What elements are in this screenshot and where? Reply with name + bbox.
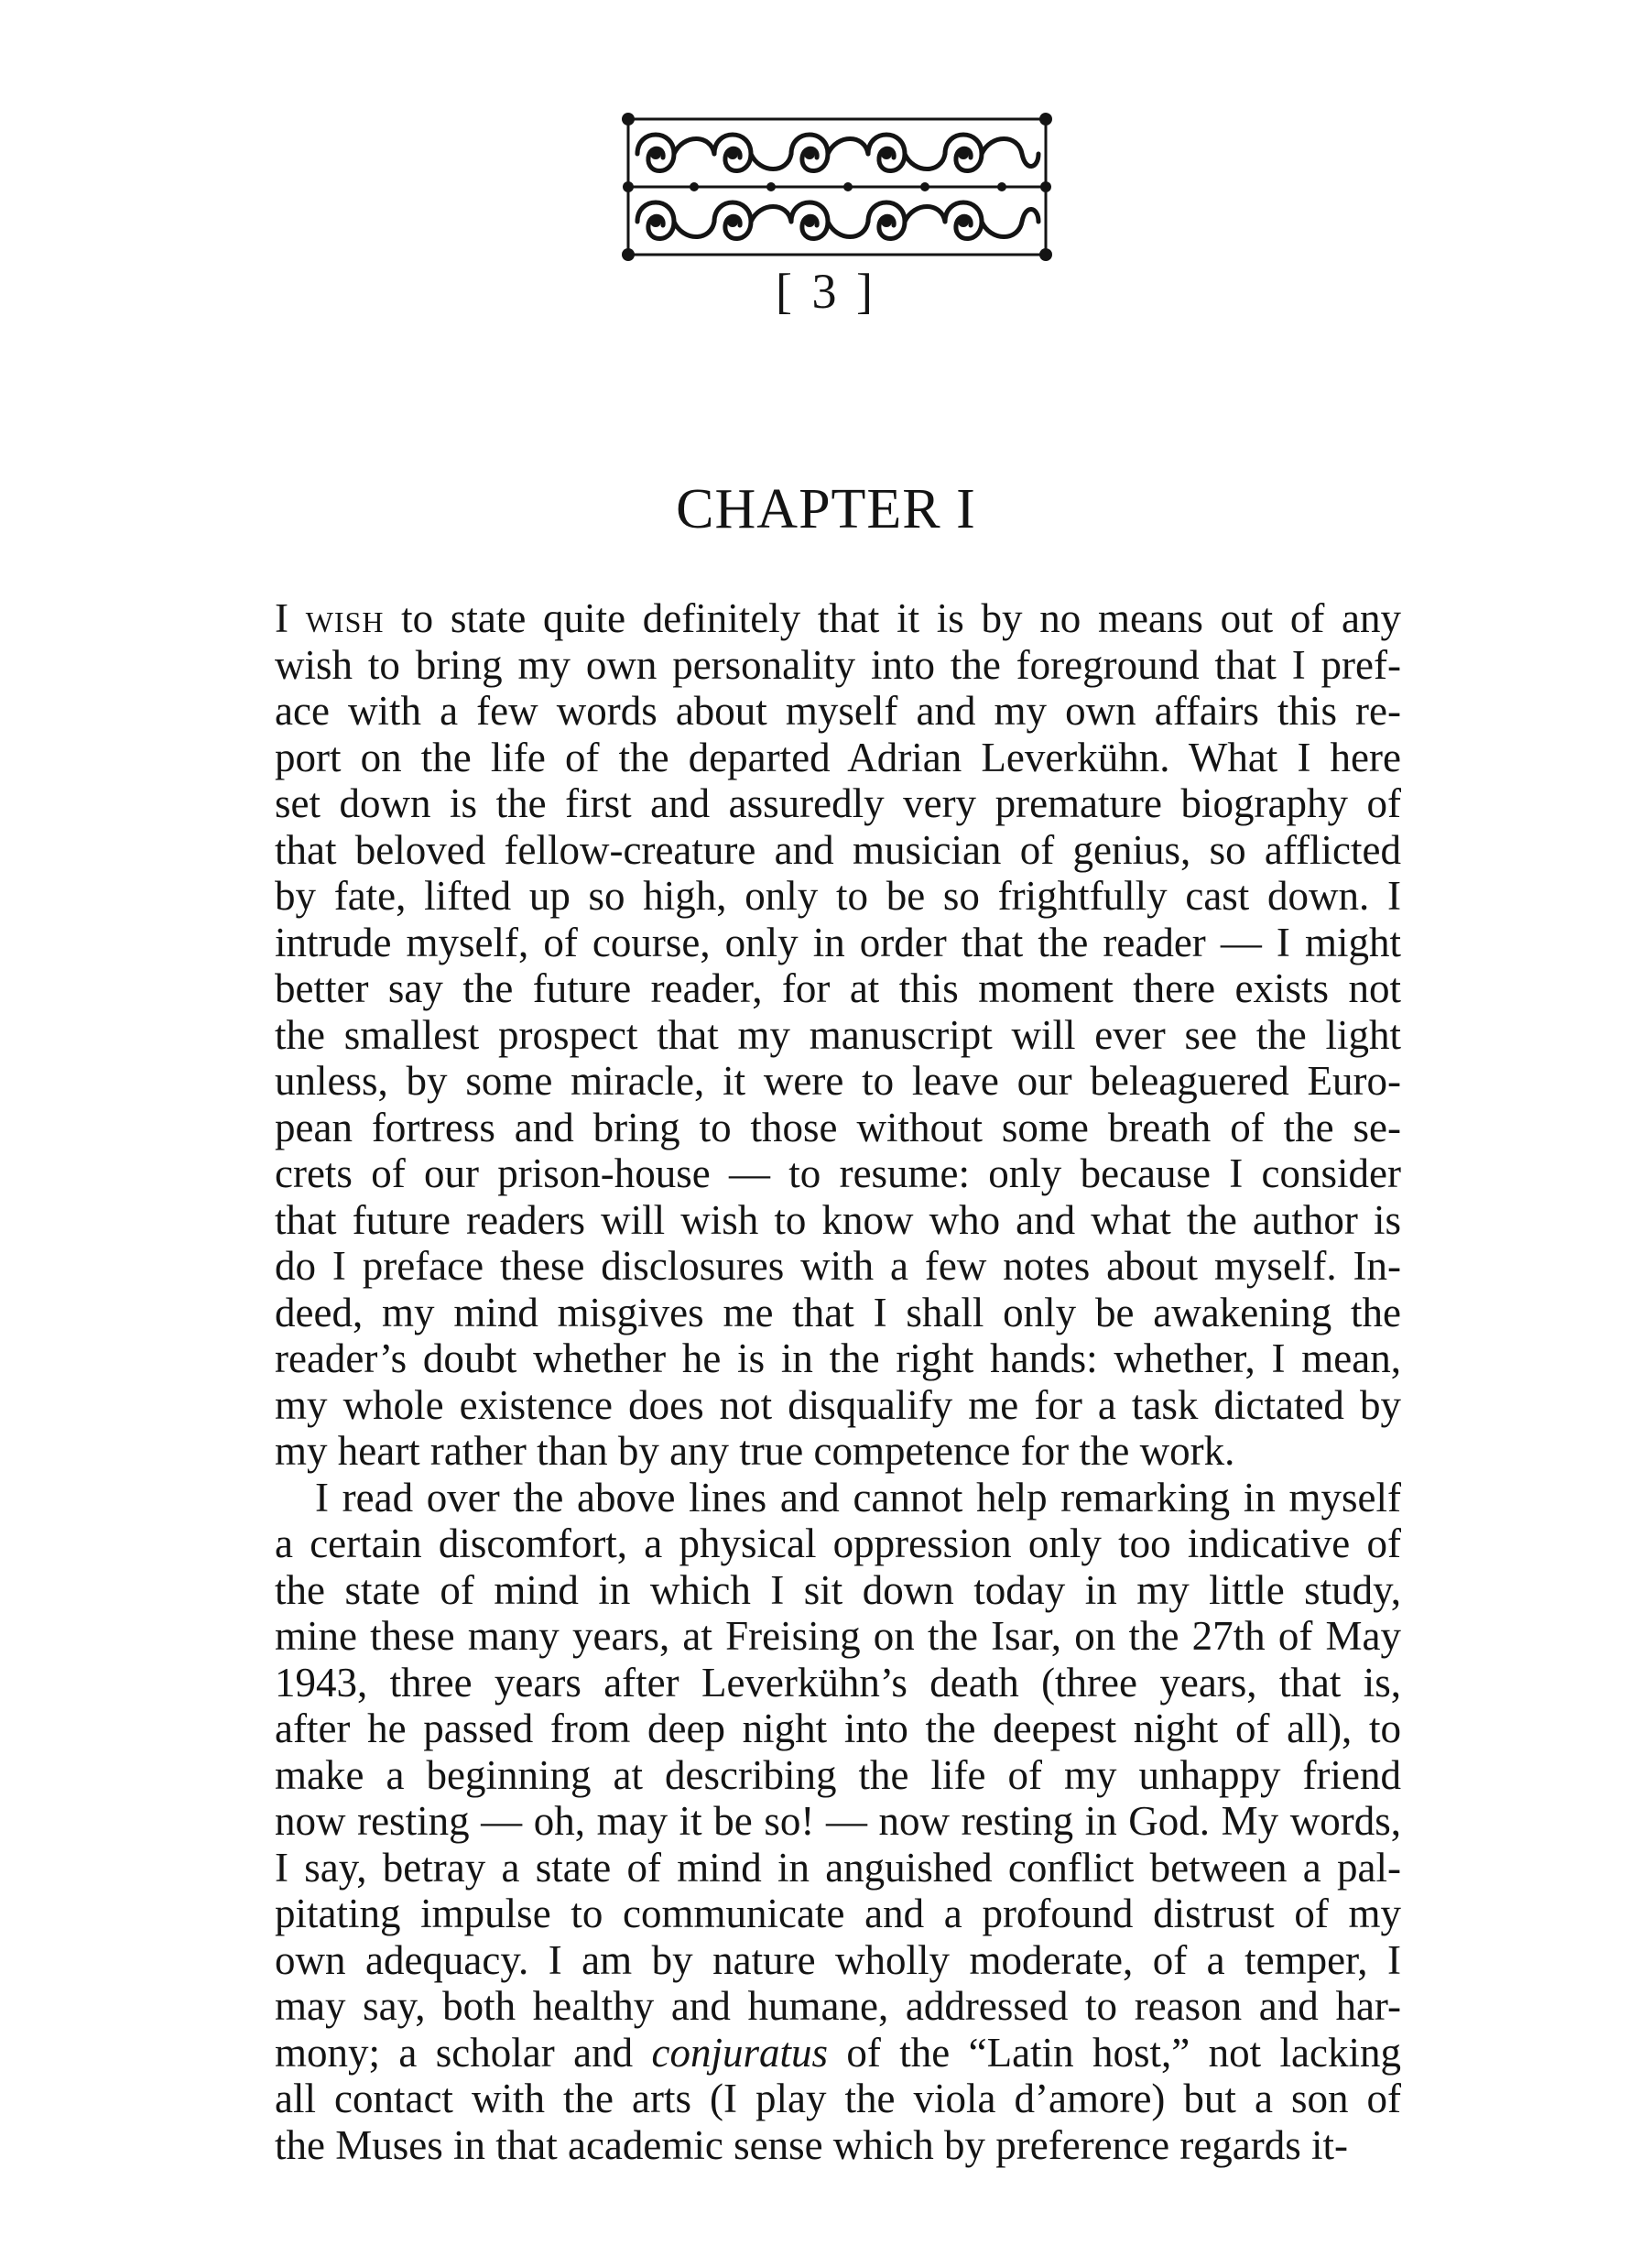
text-line — [275, 1937, 1401, 1984]
text-line — [275, 827, 1401, 874]
text-run: do I preface these disclosures with a few notes about myself. In- — [275, 1243, 1401, 1289]
text-line — [275, 1520, 1401, 1567]
text-line — [275, 1197, 1401, 1244]
text-line — [275, 1845, 1401, 1891]
text-line — [275, 780, 1401, 827]
paragraph — [275, 1475, 1401, 2169]
text-run: intrude myself, of course, only in order that the reader — I might — [275, 919, 1401, 965]
text-run: I read over the above lines and cannot help remarking in myself — [315, 1474, 1401, 1520]
text-line — [275, 1660, 1401, 1706]
text-run: crets of our prison-house — to resume: only because I consider — [275, 1150, 1401, 1196]
text-run: reader’s doubt whether he is in the right hands: whether, I mean, — [275, 1335, 1401, 1381]
text-run: I say, betray a state of mind in anguished conflict between a pal- — [275, 1844, 1401, 1891]
text-line — [275, 2076, 1401, 2122]
scrollwork-ornament-icon — [619, 108, 1055, 266]
text-line — [275, 1058, 1401, 1105]
text-line — [275, 2122, 1401, 2169]
text-line — [275, 595, 1401, 642]
text-run: my whole existence does not disqualify me for a task dictated by — [275, 1381, 1401, 1428]
text-run: my heart rather than by any true competence for the work. — [275, 1428, 1235, 1474]
text-run: wish to bring my own personality into the foreground that I pref- — [275, 641, 1401, 688]
text-run: mine these many years, at Freising on the Isar, on the 27th of May — [275, 1613, 1401, 1659]
text-run: port on the life of the departed Adrian Leverkühn. What I here — [275, 734, 1401, 780]
text-run: that future readers will wish to know who and what the author is — [275, 1196, 1401, 1243]
text-line — [275, 1428, 1401, 1475]
text-line — [275, 873, 1401, 920]
text-line — [275, 1382, 1401, 1429]
paragraph — [275, 595, 1401, 1475]
text-line — [275, 735, 1401, 781]
text-run: that beloved fellow-creature and musician of genius, so afflicted — [275, 826, 1401, 873]
text-run: set down is the first and assuredly very premature biography of — [275, 780, 1401, 826]
text-line — [275, 1335, 1401, 1382]
italic-word: conjuratus — [651, 2029, 829, 2076]
text-run: the state of mind in which I sit down today in my little study, — [275, 1566, 1401, 1613]
text-line — [275, 1983, 1401, 2030]
text-run: now resting — oh, may it be so! — now resting in God. My words, — [275, 1798, 1401, 1844]
text-run: ace with a few words about myself and my own affairs this re- — [275, 688, 1401, 734]
text-run: 1943, three years after Leverkühn’s death (three years, that is, — [275, 1659, 1401, 1706]
text-line — [275, 688, 1401, 735]
text-line — [275, 1706, 1401, 1752]
text-run: by fate, lifted up so high, only to be so frightfully cast down. I — [275, 873, 1401, 919]
text-line — [275, 965, 1401, 1012]
text-run: may say, both healthy and humane, addressed to reason and har- — [275, 1983, 1401, 2029]
text-line — [275, 1891, 1401, 1937]
text-run: mony; a scholar and — [275, 2029, 652, 2076]
text-line — [275, 1290, 1401, 1336]
text-line — [275, 1798, 1401, 1845]
text-run: of the “Latin host,” not lacking — [828, 2029, 1401, 2076]
text-line — [275, 1105, 1401, 1151]
text-line — [275, 1243, 1401, 1290]
chapter-title: CHAPTER I — [676, 478, 976, 540]
text-run: the Muses in that academic sense which by preference regards it- — [275, 2121, 1349, 2168]
text-line — [275, 642, 1401, 689]
text-run: pean fortress and bring to those without some breath of the se- — [275, 1104, 1401, 1150]
text-line — [275, 1567, 1401, 1614]
text-line — [275, 920, 1401, 966]
text-line — [275, 1012, 1401, 1059]
text-line — [275, 2030, 1401, 2076]
text-run: own adequacy. I am by nature wholly moderate, of a temper, I — [275, 1936, 1401, 1983]
text-line — [275, 1475, 1401, 1521]
text-run: deed, my mind misgives me that I shall only be awakening the — [275, 1289, 1401, 1335]
chapter-body-text — [275, 595, 1401, 2168]
text-run: a certain discomfort, a physical oppression only too indicative of — [275, 1520, 1401, 1566]
text-run: make a beginning at describing the life of my unhappy friend — [275, 1751, 1401, 1798]
text-run: I — [275, 595, 306, 641]
small-caps-lead-word: wish — [305, 595, 385, 641]
text-line — [275, 1613, 1401, 1660]
text-run: the smallest prospect that my manuscript will ever see the light — [275, 1011, 1401, 1058]
text-run: all contact with the arts (I play the viola d’amore) but a son of — [275, 2076, 1401, 2121]
text-run: pitating impulse to communicate and a profound distrust of my — [275, 1891, 1401, 1936]
text-run: to state quite definitely that it is by no means out of any — [384, 595, 1401, 641]
text-run: after he passed from deep night into the deepest night of all), to — [275, 1706, 1401, 1751]
text-line — [275, 1752, 1401, 1799]
page-number: [ 3 ] — [776, 264, 876, 319]
text-run: better say the future reader, for at this moment there exists not — [275, 965, 1401, 1011]
text-line — [275, 1150, 1401, 1197]
text-run: unless, by some miracle, it were to leave our beleaguered Euro- — [275, 1058, 1401, 1104]
